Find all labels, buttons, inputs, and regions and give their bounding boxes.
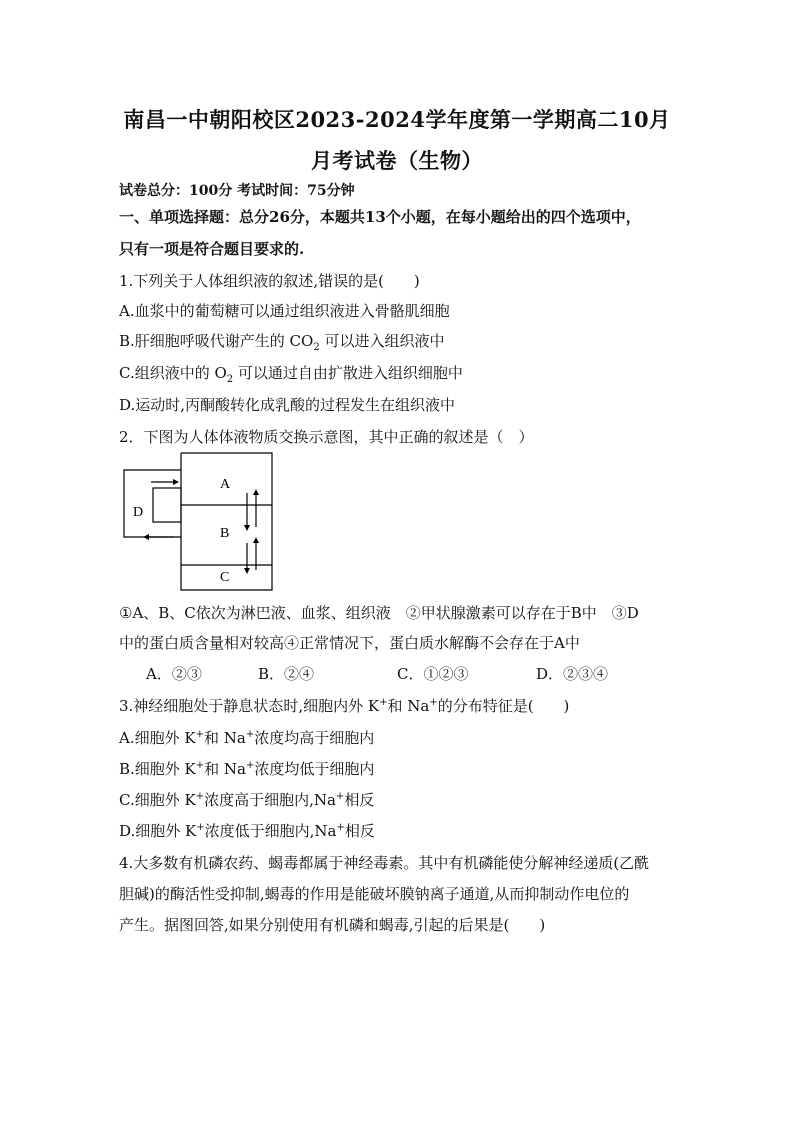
q3-option-d	[119, 820, 375, 841]
q3-b-sup2: +	[246, 760, 255, 771]
q3-option-b	[119, 758, 374, 779]
diagram-arrowhead-ab-down	[244, 525, 250, 531]
exam-title-line2: 月考试卷（生物）	[311, 148, 483, 173]
q1-option-d: D.运动时,丙酮酸转化成乳酸的过程发生在组织液中	[119, 396, 456, 414]
section-heading-line1: 一、单项选择题：总分26分，本题共13个小题，在每小题给出的四个选项中，	[119, 208, 641, 226]
exam-info: 试卷总分：100分 考试时间：75分钟	[119, 183, 355, 199]
diagram-inner-box	[153, 488, 181, 522]
q2-option-d: D．②③④	[536, 665, 609, 683]
q3-b-sup1: +	[195, 760, 205, 771]
q1-option-b-sub: 2	[313, 342, 320, 353]
q3-stem-post: 的分布特征是( )	[437, 697, 570, 715]
q3-a-mid: 和 Na	[203, 729, 246, 747]
diagram-arrowhead-bottom	[143, 534, 149, 540]
diagram-label-b: B	[220, 526, 230, 541]
q3-d-sup2: +	[336, 822, 345, 833]
q1-option-c	[119, 362, 463, 385]
q1-option-b	[119, 330, 445, 353]
diagram-arrowhead-top	[173, 479, 179, 485]
q1-option-c-post: 可以通过自由扩散进入组织细胞中	[233, 364, 463, 382]
exam-title-line1: 南昌一中朝阳校区2023-2024学年度第一学期高二10月	[123, 107, 671, 132]
q3-option-c	[119, 789, 374, 810]
q1-option-c-pre: C.组织液中的 O	[119, 364, 227, 382]
q3-c-pre: C.细胞外 K	[119, 791, 196, 809]
q4-line3: 产生。据图回答,如果分别使用有机磷和蝎毒,引起的后果是( )	[119, 916, 546, 934]
q3-a-sup1: +	[195, 729, 204, 740]
q2-option-b: B．②④	[258, 665, 315, 683]
q3-d-pre: D.细胞外 K	[119, 822, 197, 840]
q3-c-sup2: +	[335, 791, 345, 802]
q3-stem	[119, 695, 569, 716]
q3-a-pre: A.细胞外 K	[119, 729, 196, 747]
q3-c-mid: 浓度高于细胞内,Na	[204, 791, 336, 809]
diagram-label-a: A	[220, 477, 231, 492]
q2-statement-line2: 中的蛋白质含量相对较高④正常情况下，蛋白质水解酶不会存在于A中	[119, 634, 580, 652]
body-fluid-exchange-diagram	[119, 450, 279, 595]
q1-option-b-pre: B.肝细胞呼吸代谢产生的 CO	[119, 332, 314, 350]
q3-d-sup1: +	[196, 822, 205, 833]
q3-b-pre: B.细胞外 K	[119, 760, 196, 778]
q3-c-sup1: +	[195, 791, 205, 802]
q1-stem: 1.下列关于人体组织液的叙述,错误的是( )	[119, 272, 420, 290]
q2-option-c: C．①②③	[397, 665, 469, 683]
q3-d-post: 相反	[344, 822, 375, 840]
q3-a-sup2: +	[245, 729, 255, 740]
q2-statement-line1: ①A、B、C依次为淋巴液、血浆、组织液 ②甲状腺激素可以存在于B中 ③D	[119, 604, 639, 622]
q3-d-mid: 浓度低于细胞内,Na	[204, 822, 337, 840]
q3-stem-sup2: +	[429, 697, 438, 708]
q3-option-a	[119, 727, 374, 748]
q1-option-a: A.血浆中的葡萄糖可以通过组织液进入骨骼肌细胞	[119, 302, 450, 320]
q2-option-a: A．②③	[146, 665, 202, 683]
diagram-arrowhead-bc-down	[244, 568, 250, 574]
q3-stem-mid: 和 Na	[387, 697, 430, 715]
q3-a-post: 浓度均高于细胞内	[254, 729, 375, 747]
q3-stem-sup1: +	[379, 697, 388, 708]
diagram-label-c: C	[220, 570, 230, 585]
diagram-arrowhead-ab-up	[253, 489, 259, 495]
q1-option-c-sub: 2	[226, 374, 234, 385]
q1-option-b-post: 可以进入组织液中	[319, 332, 445, 350]
q4-line2: 胆碱)的酶活性受抑制,蝎毒的作用是能破坏膜钠离子通道,从而抑制动作电位的	[119, 885, 630, 903]
q2-stem: 2．下图为人体体液物质交换示意图，其中正确的叙述是（ ）	[119, 428, 534, 446]
q4-line1: 4.大多数有机磷农药、蝎毒都属于神经毒素。其中有机磷能使分解神经递质(乙酰	[119, 854, 650, 872]
diagram-label-d: D	[133, 505, 144, 520]
section-heading-line2: 只有一项是符合题目要求的.	[119, 240, 305, 258]
diagram-arrowhead-bc-up	[253, 537, 259, 543]
q3-stem-pre: 3.神经细胞处于静息状态时,细胞内外 K	[119, 697, 380, 715]
q3-b-post: 浓度均低于细胞内	[254, 760, 375, 778]
q3-c-post: 相反	[344, 791, 375, 809]
q3-b-mid: 和 Na	[204, 760, 246, 778]
